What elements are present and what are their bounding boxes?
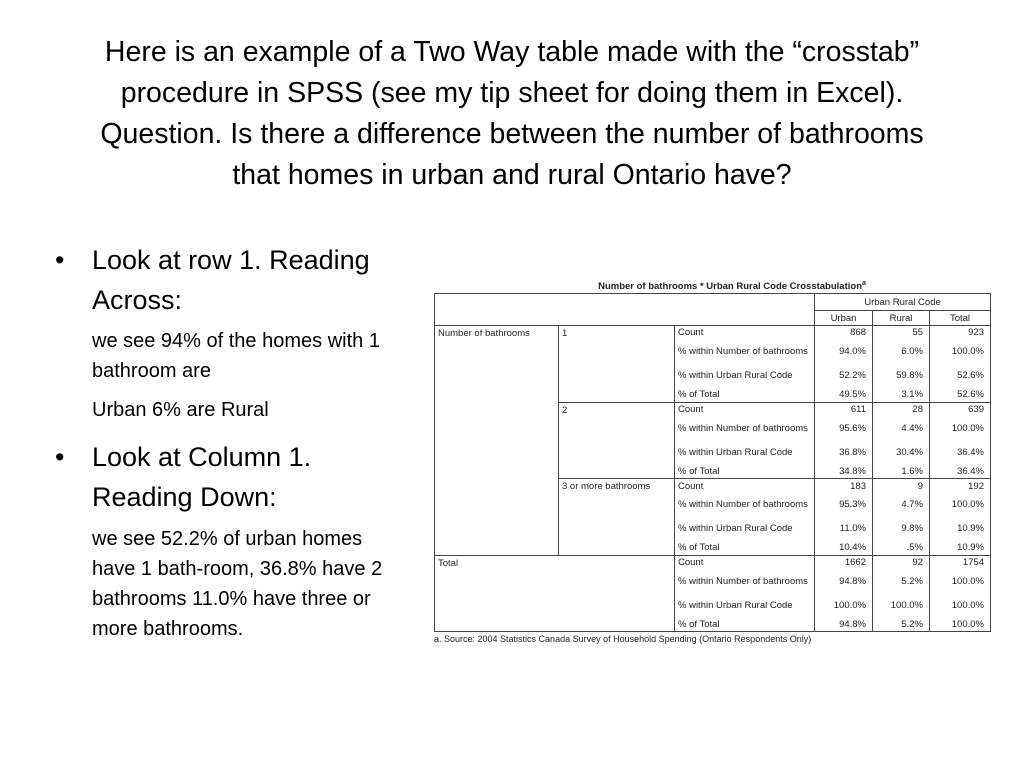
bullet-1 [55,240,395,320]
table-cell: 6.0% [873,340,930,364]
table-cell: 1.6% [873,464,930,478]
table-cell: 92 [873,555,930,569]
bullet-2-text: Look at Column 1. Reading Down: [92,442,312,512]
stat-label: % of Total [675,464,815,478]
table-cell: 36.4% [930,464,991,478]
table-cell: 868 [815,326,873,340]
table-cell: 100.0% [930,594,991,618]
stat-label: % of Total [675,618,815,632]
stat-label: % within Number of bathrooms [675,416,815,440]
stat-label: Count [675,402,815,416]
stat-label: % within Urban Rural Code [675,364,815,388]
table-cell: 9.8% [873,517,930,541]
bullet-1-text: Look at row 1. Reading Across: [92,245,370,315]
bullet-2 [55,437,395,517]
table-cell: 611 [815,402,873,416]
stat-label: % within Urban Rural Code [675,517,815,541]
table-cell: 95.6% [815,416,873,440]
stat-label: Count [675,479,815,493]
table-cell: 5.2% [873,570,930,594]
crosstab-header-row [435,311,991,326]
bullet-marker: • [55,442,65,472]
table-cell: 94.8% [815,570,873,594]
table-row [435,326,991,340]
table-cell: 10.9% [930,517,991,541]
row-group-label: 2 [559,402,675,479]
bullet-1-detail-2: Urban 6% are Rural [92,399,269,421]
table-cell: 94.0% [815,340,873,364]
stat-label: Count [675,555,815,569]
table-cell: 4.7% [873,493,930,517]
column-header: Urban [815,311,873,326]
stat-label: % of Total [675,388,815,402]
table-cell: 1754 [930,555,991,569]
table-cell: 36.4% [930,440,991,464]
table-cell: 10.9% [930,541,991,555]
table-cell: 94.8% [815,618,873,632]
table-cell: 30.4% [873,440,930,464]
crosstab-header-row [435,294,991,311]
stat-label: % within Urban Rural Code [675,594,815,618]
table-cell: 52.2% [815,364,873,388]
header-blank [559,311,675,326]
table-cell: 28 [873,402,930,416]
table-cell: 100.0% [930,618,991,632]
table-cell: 3.1% [873,388,930,402]
crosstab-footnote: a. Source: 2004 Statistics Canada Survey of Household Spending (Ontario Respondents Only) [434,634,812,645]
bullet-2-detail: we see 52.2% of urban homes have 1 bath-room, 36.8% have 2 bathrooms 11.0% have three or more bathrooms. [92,528,383,640]
table-cell: 100.0% [815,594,873,618]
stat-label: % within Number of bathrooms [675,340,815,364]
table-cell: 1662 [815,555,873,569]
stat-label: % within Number of bathrooms [675,493,815,517]
table-cell: 100.0% [930,416,991,440]
column-header: Rural [873,311,930,326]
table-cell: 4.4% [873,416,930,440]
header-blank [675,294,815,311]
crosstab-title-footnote-mark: a [862,280,866,287]
table-cell: 183 [815,479,873,493]
stat-label: Count [675,326,815,340]
table-cell: 5.2% [873,618,930,632]
bullet-marker: • [55,245,65,275]
table-cell: 100.0% [930,493,991,517]
header-blank [559,294,675,311]
bullet-1-detail-1: we see 94% of the homes with 1 bathroom are [92,330,380,382]
crosstab-title: Number of bathrooms * Urban Rural Code Crosstabulation$^a$ [598,280,866,293]
table-cell: 639 [930,402,991,416]
table-cell: 52.6% [930,388,991,402]
group-header: Urban Rural Code [815,294,991,311]
total-label: Total [435,555,675,632]
table-cell: 100.0% [930,340,991,364]
table-cell: .5% [873,541,930,555]
table-cell: 192 [930,479,991,493]
table-cell: 36.8% [815,440,873,464]
header-blank [675,311,815,326]
slide-title: Here is an example of a Two Way table made with the “crosstab” procedure in SPSS (see my tip sheet for doing them in Excel). Question. Is there a difference between the number of bathrooms that homes in urban and rural Ontario have? [100,36,924,191]
table-cell: 100.0% [930,570,991,594]
row-group-label: 1 [559,326,675,403]
table-cell: 34.8% [815,464,873,478]
stat-label: % of Total [675,541,815,555]
table-cell: 95.3% [815,493,873,517]
table-cell: 11.0% [815,517,873,541]
table-cell: 59.8% [873,364,930,388]
table-cell: 100.0% [873,594,930,618]
crosstab-table [434,293,991,632]
table-cell: 52.6% [930,364,991,388]
table-cell: 49.5% [815,388,873,402]
table-row [435,555,991,569]
table-cell: 55 [873,326,930,340]
row-variable-label: Number of bathrooms [435,326,559,556]
column-header: Total [930,311,991,326]
row-group-label: 3 or more bathrooms [559,479,675,556]
stat-label: % within Number of bathrooms [675,570,815,594]
crosstab-figure [434,275,990,644]
stat-label: % within Urban Rural Code [675,440,815,464]
table-cell: 10.4% [815,541,873,555]
header-blank [435,294,559,311]
header-blank [435,311,559,326]
table-cell: 9 [873,479,930,493]
table-cell: 923 [930,326,991,340]
